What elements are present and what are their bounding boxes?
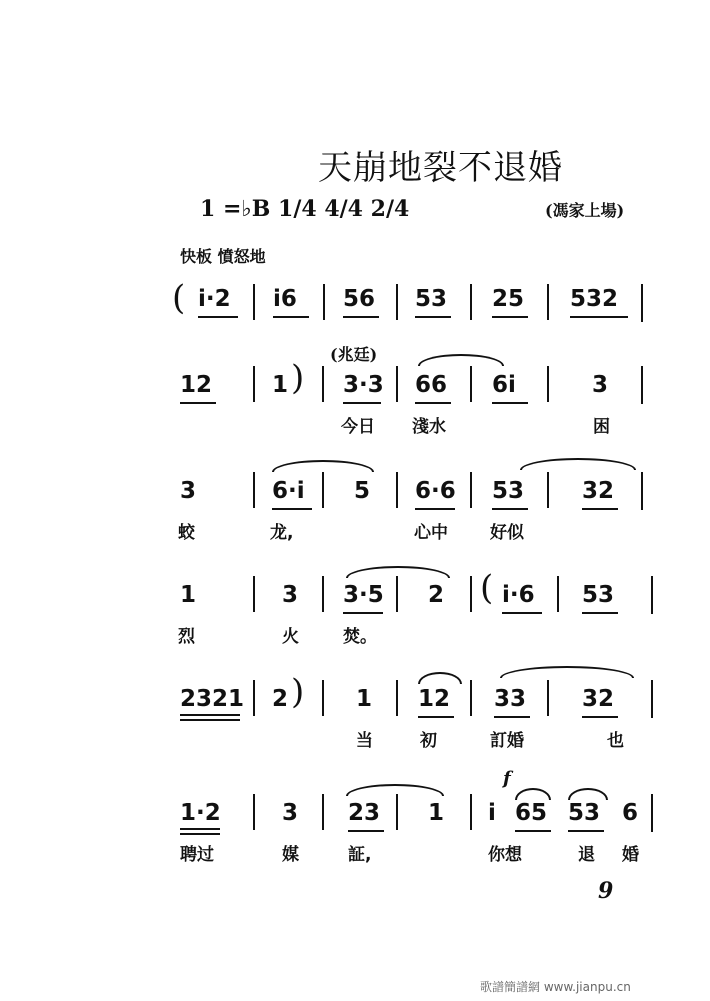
lyric: 烈: [178, 627, 195, 647]
note-group: 3·3: [343, 372, 384, 398]
barline: [322, 576, 324, 612]
barline: [396, 576, 398, 612]
underline: [343, 612, 383, 614]
barline: [470, 680, 472, 716]
open-paren: (: [480, 568, 494, 608]
slur: [515, 788, 551, 800]
lyric: 当: [356, 731, 373, 751]
underline: [415, 508, 455, 510]
barline-end: [651, 576, 653, 614]
note-group: 65: [515, 800, 548, 826]
note-group: 1: [272, 372, 289, 398]
slur: [418, 672, 462, 684]
underline: [343, 402, 381, 404]
lyric: 心中: [414, 523, 448, 543]
close-paren: ): [291, 672, 305, 712]
note-group: 33: [494, 686, 527, 712]
barline-end: [641, 366, 643, 404]
lyric: 好似: [490, 523, 524, 543]
lyric: 訂婚: [490, 731, 524, 751]
barline-end: [641, 284, 643, 322]
slur: [520, 458, 636, 470]
note-group: 53: [492, 478, 525, 504]
barline: [322, 680, 324, 716]
barline: [547, 366, 549, 402]
note-group: 1: [428, 800, 445, 826]
barline-end: [651, 794, 653, 832]
lyric: 婚: [622, 845, 639, 865]
barline: [253, 366, 255, 402]
lyric: 困: [593, 417, 610, 437]
lyric: 火: [282, 627, 299, 647]
barline: [322, 794, 324, 830]
underline: [582, 508, 618, 510]
close-paren: ): [291, 358, 305, 398]
underline: [180, 402, 216, 404]
lyric: 龙,: [270, 523, 294, 543]
barline: [470, 794, 472, 830]
slur: [500, 666, 634, 678]
note-group: 6: [622, 800, 639, 826]
lyric: 退: [578, 845, 595, 865]
song-title: 天崩地裂不退婚: [318, 148, 563, 188]
underline: [415, 402, 451, 404]
barline: [396, 366, 398, 402]
note-group: 53: [415, 286, 448, 312]
barline: [253, 472, 255, 508]
dynamic-marking: f: [503, 768, 511, 789]
barline: [253, 576, 255, 612]
lyric: 淺水: [412, 417, 446, 437]
note-group: 532: [570, 286, 619, 312]
underline: [494, 716, 530, 718]
note-group: 32: [582, 686, 615, 712]
note-group: 1·2: [180, 800, 221, 826]
underline: [568, 830, 604, 832]
barline: [323, 284, 325, 320]
lyric: 今日: [341, 417, 375, 437]
barline: [253, 284, 255, 320]
barline: [547, 472, 549, 508]
underline: [272, 508, 312, 510]
lyric: 你想: [488, 845, 522, 865]
barline-end: [651, 680, 653, 718]
barline: [547, 680, 549, 716]
barline: [322, 472, 324, 508]
slur: [346, 784, 444, 796]
slur: [346, 566, 450, 578]
note-group: 6·6: [415, 478, 456, 504]
note-group: 2: [272, 686, 289, 712]
lyric: 媒: [282, 845, 299, 865]
note-group: 25: [492, 286, 525, 312]
note-group: 6·i: [272, 478, 305, 504]
slur: [418, 354, 504, 366]
underline: [198, 316, 238, 318]
underline: [180, 833, 220, 835]
barline: [470, 472, 472, 508]
underline: [415, 316, 451, 318]
lyric: 聘过: [180, 845, 214, 865]
note-group: 3: [282, 800, 299, 826]
note-group: i6: [273, 286, 297, 312]
note-group: 12: [418, 686, 451, 712]
note-group: 56: [343, 286, 376, 312]
underline: [515, 830, 551, 832]
barline: [557, 576, 559, 612]
barline: [470, 366, 472, 402]
note-group: 3·5: [343, 582, 384, 608]
note-group: 32: [582, 478, 615, 504]
slur: [272, 460, 374, 472]
barline: [396, 472, 398, 508]
note-group: 66: [415, 372, 448, 398]
underline: [180, 828, 220, 830]
note-group: 1: [356, 686, 373, 712]
underline: [343, 316, 379, 318]
lyric: 蛟: [178, 523, 195, 543]
key-signature: 1 =♭B 1/4 4/4 2/4: [200, 196, 410, 222]
barline: [470, 284, 472, 320]
note-group: 53: [568, 800, 601, 826]
tempo-marking: 快板 憤怒地: [180, 247, 266, 266]
barline: [396, 680, 398, 716]
note-group: 2321: [180, 686, 245, 712]
underline: [180, 714, 240, 716]
underline: [492, 316, 528, 318]
underline: [418, 716, 454, 718]
open-paren: (: [172, 278, 186, 318]
note-group: 3: [282, 582, 299, 608]
underline: [348, 830, 384, 832]
underline: [273, 316, 309, 318]
source-label: (馮家上場): [545, 201, 625, 220]
watermark: 歌譜簡譜網 www.jianpu.cn: [480, 980, 631, 994]
underline: [180, 719, 240, 721]
barline-end: [641, 472, 643, 510]
underline: [492, 402, 528, 404]
barline: [547, 284, 549, 320]
note-group: 2: [428, 582, 445, 608]
note-group: 3: [592, 372, 609, 398]
page-number: 9: [598, 878, 614, 904]
barline: [396, 794, 398, 830]
underline: [502, 612, 542, 614]
note-group: 12: [180, 372, 213, 398]
note-group: 6i: [492, 372, 516, 398]
lyric: 初: [420, 731, 437, 751]
note-group: 1: [180, 582, 197, 608]
barline: [253, 680, 255, 716]
underline: [582, 716, 618, 718]
underline: [582, 612, 618, 614]
barline: [322, 366, 324, 402]
note-group: 5: [354, 478, 371, 504]
underline: [570, 316, 628, 318]
underline: [492, 508, 528, 510]
barline: [253, 794, 255, 830]
note-group: i·6: [502, 582, 535, 608]
barline: [470, 576, 472, 612]
lyric: 也: [607, 731, 624, 751]
lyric: 焚。: [343, 627, 377, 647]
note-group: i·2: [198, 286, 231, 312]
lyric: 証,: [348, 845, 372, 865]
note-group: i: [488, 800, 496, 826]
note-group: 3: [180, 478, 197, 504]
note-group: 53: [582, 582, 615, 608]
slur: [568, 788, 608, 800]
barline: [396, 284, 398, 320]
role-label: (兆廷): [330, 345, 378, 364]
note-group: 23: [348, 800, 381, 826]
